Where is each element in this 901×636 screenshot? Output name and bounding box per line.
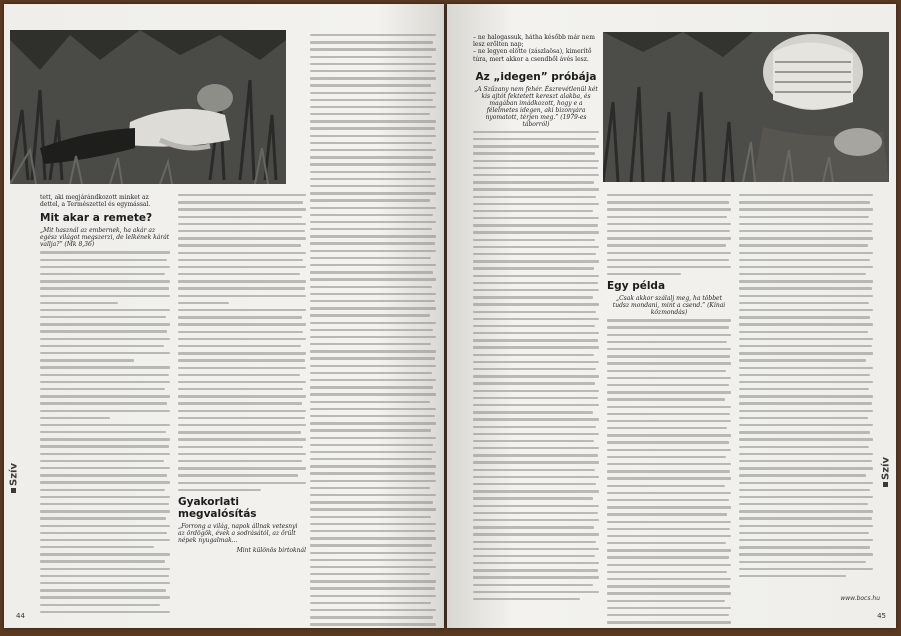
photo-woman-lying-in-grass [10, 30, 286, 184]
col3-body-text [310, 34, 436, 628]
right-top-line-1: – ne halogassuk, hátha később már nem [473, 34, 595, 41]
photo-woman-lying-illustration [10, 30, 286, 184]
photo-person-illustration [603, 32, 889, 182]
right-col3-body-text [739, 194, 873, 577]
right-top-line-3: – ne legyen elötte (zászlaösa), kimerítő [473, 48, 592, 56]
left-page [4, 4, 444, 628]
photo-person-in-grass [603, 32, 889, 182]
left-column-1 [40, 194, 170, 618]
right-column-2 [607, 194, 731, 628]
section-title-mit-akar: Mit akar a remete? [40, 212, 153, 225]
page-number-right: 45 [877, 612, 886, 620]
right-col1-body-text [473, 131, 599, 601]
right-column-3 [739, 194, 873, 582]
col1-body-text [40, 251, 170, 613]
website-url: www.bocs.hu [840, 595, 880, 602]
subsection-attribution: Mint különös birtoknál [236, 546, 306, 554]
right-column-1 [473, 34, 599, 605]
brand-square-icon [12, 488, 17, 493]
right-top-line-4: túra, mert akkor a csendből ávés lesz. [473, 55, 589, 63]
section-quote-mit-akar: „Mit használ az embernek, ha akár az egész világot megszerzi, de lelkének kárát vallja?” (Mk 8,36) [40, 227, 170, 249]
subsection-title-gyakorlati: Gyakorlati megvalósítás [178, 495, 257, 520]
right-top-line-2: lesz erőlten nap; [473, 41, 524, 49]
left-column-2 [178, 194, 306, 557]
page-number-left: 44 [16, 612, 25, 620]
col1-top-line-1: tett, aki megjárándkozott minket az [40, 194, 149, 201]
brand-square-icon-right [884, 482, 889, 487]
right-col2-body-text [607, 319, 731, 628]
section-title-idegen: Az „idegen” próbája [475, 70, 597, 83]
subsection-quote: „Forrong a világ, napok állnak vetesnyi az ördögök, évek a sodrásától, az őrült népek nyugalmak... [178, 522, 298, 544]
brand-logo-szív: Szív [8, 462, 20, 494]
right-col2-body-text-top [607, 194, 731, 275]
col1-top-line-2: dettel, a Természettel és egymással. [40, 201, 151, 209]
right-page [447, 4, 896, 628]
section-quote-egy-pelda: „Csak akkor szálalj meg, ha többet tudsz mondani, mint a csend.” (Kínai közmondás) [612, 295, 726, 317]
left-column-3 [310, 34, 436, 628]
brand-logo-szív-right: Szív [880, 456, 892, 488]
section-quote-idegen: „A Szűzany nem fehér. Észrevétlenül két kis ajtót fektetett kereszt alakba, és magában imádkozott, hogy e a félelmetes idegen, aki bizonyára nyomatott, térjen meg.” (1979-es táborról) [474, 85, 598, 128]
section-title-egy-pelda: Egy példa [607, 280, 666, 293]
col2-body-text [178, 194, 306, 491]
